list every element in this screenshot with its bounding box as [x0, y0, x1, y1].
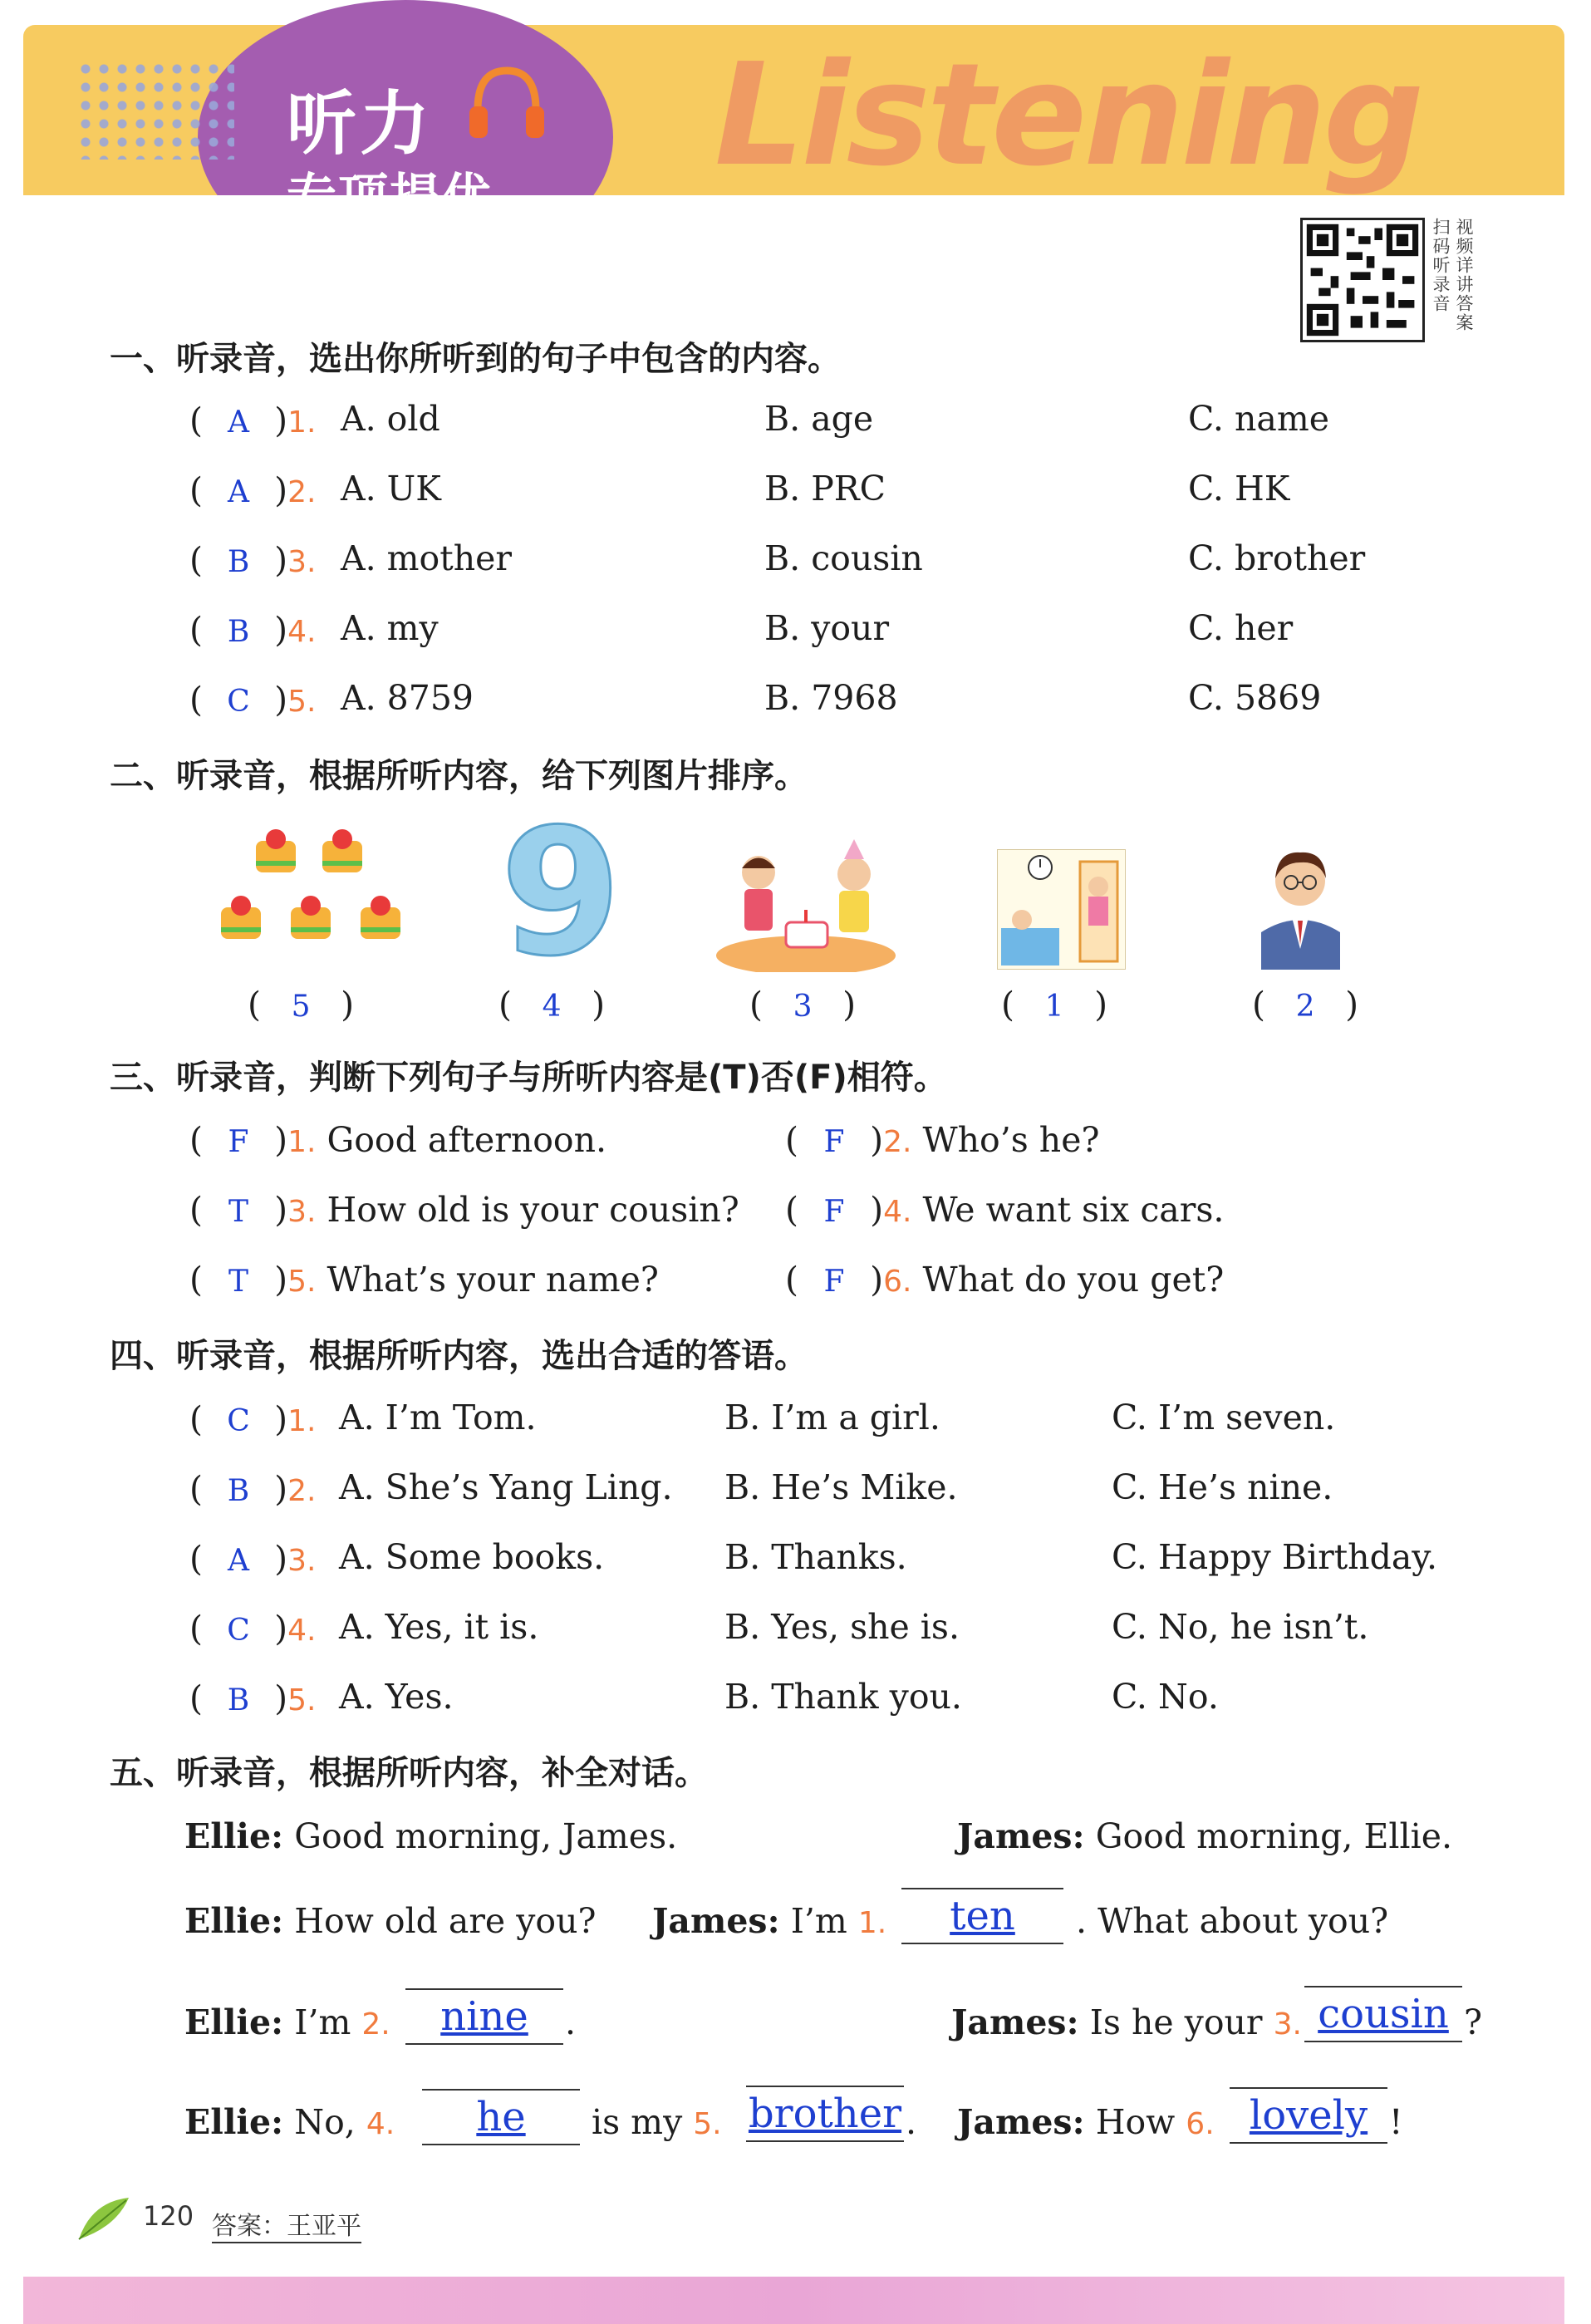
- option-a: A. Some books.: [339, 1537, 605, 1577]
- order-answer-2: ( 4 ): [498, 985, 606, 1024]
- exclamation-mark: !: [1389, 2102, 1403, 2142]
- period: .: [906, 2102, 917, 2142]
- order-answer-5: ( 2 ): [1252, 985, 1359, 1024]
- answer: A: [228, 475, 250, 509]
- s4-row-4: ( C )4.: [189, 1609, 317, 1648]
- option-b: B. I’m a girl.: [724, 1398, 940, 1437]
- option-c: C. brother: [1188, 538, 1366, 578]
- answer: B: [227, 615, 250, 649]
- option-c: C. 5869: [1188, 678, 1322, 718]
- qr-caption: 扫码听录音 视频详讲答案: [1431, 218, 1474, 332]
- answer-author: 答案：王亚平: [212, 2205, 361, 2243]
- bedroom-picture: [997, 849, 1126, 970]
- question-number: 5.: [287, 685, 317, 719]
- leaf-icon: [75, 2194, 133, 2243]
- s4-row-2: ( B )2.: [189, 1469, 317, 1509]
- option-b: B. age: [764, 399, 874, 439]
- title-english: Listening: [714, 33, 1422, 198]
- dots-decoration: [76, 60, 234, 160]
- s1-row-5: ( C )5.: [189, 680, 317, 720]
- option-b: B. Thanks.: [724, 1537, 907, 1577]
- question-number: 1.: [287, 405, 317, 440]
- blank-4: he: [422, 2089, 580, 2145]
- tf-item-6: ( F )6. What do you get?: [785, 1260, 1225, 1300]
- s1-row-4: ( B )4.: [189, 610, 317, 650]
- option-b: B. cousin: [764, 538, 923, 578]
- dialogue-line-3a: Ellie: I’m 2.: [184, 2002, 390, 2042]
- order-answer-4: ( 1 ): [1001, 985, 1108, 1024]
- option-c: C. HK: [1188, 469, 1290, 509]
- s4-row-3: ( A )3.: [189, 1539, 317, 1579]
- qr-code-icon: [1300, 218, 1425, 342]
- section-1-heading: 一、听录音，选出你所听到的句子中包含的内容。: [110, 340, 841, 378]
- question-number: 2.: [287, 475, 317, 509]
- question-mark: ?: [1464, 2002, 1482, 2042]
- dialogue-line-4a: Ellie: No, 4.: [184, 2102, 395, 2142]
- tf-item-1: ( F )1. Good afternoon.: [189, 1120, 607, 1160]
- option-c: C. No, he isn’t.: [1112, 1607, 1369, 1647]
- option-b: B. Thank you.: [724, 1677, 962, 1717]
- option-b: B. 7968: [764, 678, 898, 718]
- option-c: C. I’m seven.: [1112, 1398, 1336, 1437]
- tf-item-3: ( T )3. How old is your cousin?: [189, 1190, 739, 1230]
- dialogue-line-4c: James: How 6.: [957, 2102, 1215, 2142]
- dialogue-line-2a: Ellie: How old are you?: [184, 1901, 597, 1941]
- dialogue-line-3b: James: Is he your 3.: [951, 2002, 1302, 2042]
- option-a: A. mother: [341, 538, 512, 578]
- section-4-heading: 四、听录音，根据所听内容，选出合适的答语。: [110, 1337, 808, 1375]
- option-a: A. Yes, it is.: [339, 1607, 539, 1647]
- question-number: 4.: [287, 615, 317, 649]
- blank-2: nine: [405, 1988, 563, 2045]
- order-answer-3: ( 3 ): [749, 985, 857, 1024]
- order-answer-1: ( 5 ): [248, 985, 355, 1024]
- number-nine-picture: 9: [499, 791, 622, 995]
- section-2-heading: 二、听录音，根据所听内容，给下列图片排序。: [110, 757, 808, 795]
- option-b: B. He’s Mike.: [724, 1467, 958, 1507]
- s1-row-1: ( A )1.: [189, 400, 317, 440]
- tf-item-2: ( F )2. Who’s he?: [785, 1120, 1100, 1160]
- option-a: A. UK: [341, 469, 441, 509]
- period: .: [565, 2002, 577, 2042]
- answer: B: [227, 545, 250, 579]
- option-a: A. She’s Yang Ling.: [339, 1467, 673, 1507]
- dialogue-line-1a: Ellie: Good morning, James.: [184, 1816, 678, 1856]
- option-c: C. He’s nine.: [1112, 1467, 1333, 1507]
- answer: A: [228, 405, 250, 440]
- option-b: B. Yes, she is.: [724, 1607, 960, 1647]
- option-c: C. her: [1188, 608, 1294, 648]
- page-number: 120: [143, 2200, 194, 2232]
- section-3-heading: 三、听录音，判断下列句子与所听内容是(T)否(F)相符。: [110, 1059, 947, 1097]
- section-5-heading: 五、听录音，根据所听内容，补全对话。: [110, 1754, 708, 1792]
- option-b: B. PRC: [764, 469, 886, 509]
- dialogue-line-2c: . What about you?: [1076, 1901, 1389, 1941]
- title-chinese: 听力: [287, 83, 434, 165]
- s4-row-1: ( C )1.: [189, 1399, 317, 1439]
- dialogue-line-2b: James: I’m 1.: [652, 1901, 887, 1941]
- option-a: A. old: [341, 399, 440, 439]
- option-b: B. your: [764, 608, 890, 648]
- blank-5: brother: [746, 2086, 904, 2142]
- blank-6: lovely: [1230, 2087, 1387, 2144]
- birthday-party-picture: [713, 839, 900, 972]
- cakes-picture: [214, 824, 405, 965]
- option-a: A. my: [341, 608, 439, 648]
- s1-row-3: ( B )3.: [189, 540, 317, 580]
- blank-1: ten: [901, 1888, 1063, 1944]
- headphone-icon: [461, 58, 552, 150]
- option-a: A. Yes.: [339, 1677, 454, 1717]
- s4-row-5: ( B )5.: [189, 1678, 317, 1718]
- subtitle-chinese: 专项提优: [287, 169, 493, 227]
- answer: C: [227, 685, 250, 719]
- blank-3: cousin: [1304, 1986, 1462, 2042]
- dialogue-line-1b: James: Good morning, Ellie.: [957, 1816, 1453, 1856]
- dialogue-line-4b: is my 5.: [592, 2102, 722, 2142]
- tf-item-4: ( F )4. We want six cars.: [785, 1190, 1225, 1230]
- tf-item-5: ( T )5. What’s your name?: [189, 1260, 659, 1300]
- s1-row-2: ( A )2.: [189, 470, 317, 510]
- option-a: A. I’m Tom.: [339, 1398, 537, 1437]
- man-picture: [1253, 841, 1348, 970]
- option-c: C. No.: [1112, 1677, 1219, 1717]
- question-number: 3.: [287, 545, 317, 579]
- option-a: A. 8759: [341, 678, 474, 718]
- option-c: C. Happy Birthday.: [1112, 1537, 1438, 1577]
- bottom-decoration: [23, 2277, 1564, 2324]
- option-c: C. name: [1188, 399, 1329, 439]
